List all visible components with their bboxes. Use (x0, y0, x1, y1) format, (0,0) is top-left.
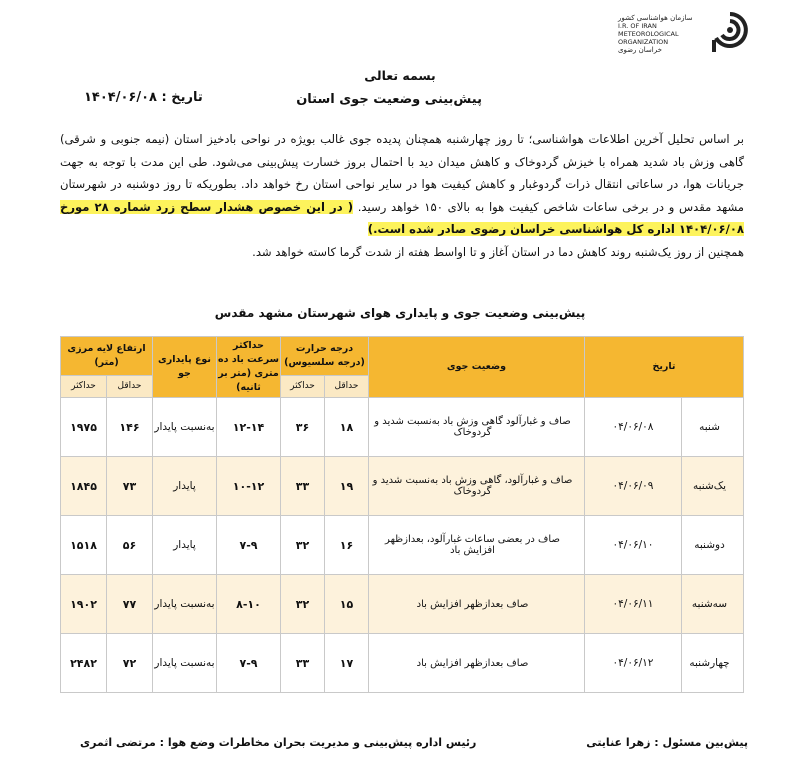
date-cell: ۰۴/۰۶/۰۸ (585, 398, 682, 457)
boundary-max-cell: ۲۴۸۲ (61, 634, 107, 693)
forecaster-signature: پیش‌بین مسئول : زهرا عنایتی (586, 736, 748, 749)
paragraph-2: همچنین از روز یک‌شنبه روند کاهش دما در استان آغاز و تا اواسط هفته از شدت گرما کاسته خواهد شد. (252, 244, 744, 259)
logo-line-5: خراسان رضوی (618, 46, 662, 54)
condition-cell: صاف و غبارآلود، گاهی وزش باد به‌نسبت شدید و گردوخاک (369, 457, 585, 516)
table-title: پیش‌بینی وضعیت جوی و پایداری هوای شهرستان مشهد مقدس (214, 306, 586, 320)
logo-text (618, 14, 710, 54)
header-wind: حداکثر سرعت باد ده متری (متر بر ثانیه) (217, 337, 281, 398)
stability-cell: به‌نسبت پایدار (153, 398, 217, 457)
condition-cell: صاف و غبارآلود گاهی وزش باد به‌نسبت شدید و گردوخاک (369, 398, 585, 457)
day-cell: شنبه (682, 398, 744, 457)
table-row (61, 398, 744, 457)
stability-cell: به‌نسبت پایدار (153, 575, 217, 634)
date-cell: ۰۴/۰۶/۱۰ (585, 516, 682, 575)
boundary-min-cell: ۵۶ (107, 516, 153, 575)
temp-min-cell: ۱۹ (325, 457, 369, 516)
day-cell: یک‌شنبه (682, 457, 744, 516)
condition-cell: صاف بعدازظهر افزایش باد (369, 575, 585, 634)
basmala-heading: بسمه تعالی (364, 68, 436, 83)
table-row (61, 634, 744, 693)
temp-min-cell: ۱۸ (325, 398, 369, 457)
header-stability: نوع پایداری جو (153, 337, 217, 398)
boundary-max-cell: ۱۹۰۲ (61, 575, 107, 634)
header-temp-max: حداکثر (281, 375, 325, 397)
header-date: تاریخ (585, 337, 744, 398)
logo-line-3: METEOROLOGICAL (618, 30, 679, 38)
date-cell: ۰۴/۰۶/۱۱ (585, 575, 682, 634)
temp-max-cell: ۳۳ (281, 634, 325, 693)
wind-cell: ۸-۱۰ (217, 575, 281, 634)
header-boundary-max: حداکثر (61, 375, 107, 397)
stability-cell: به‌نسبت پایدار (153, 634, 217, 693)
wind-cell: ۷-۹ (217, 516, 281, 575)
document-title: پیش‌بینی وضعیت جوی استان (296, 92, 482, 107)
boundary-min-cell: ۷۷ (107, 575, 153, 634)
forecast-text (60, 128, 744, 263)
header-row (61, 337, 744, 376)
day-cell: سه‌شنبه (682, 575, 744, 634)
day-cell: چهارشنبه (682, 634, 744, 693)
paragraph-1-text: بر اساس تحلیل آخرین اطلاعات هواشناسی؛ تا روز چهارشنبه همچنان پدیده جوی غالب بویژه در نواحی بادخیز استان (نیمه جنوبی و شرقی) گاهی وزش باد شدید همراه با خیزش گردوخاک و کاهش میدان دید با احتمال بروز خسارت پیش‌بینی می‌شود. طی این مدت با توجه به جهت جریانات هوا، در ساعاتی انتقال ذرات گردوغبار و کاهش کیفیت هوا در سایر نواحی استان رخ خواهد داد. بطوریکه تا روز دوشنبه در شهرستان مشهد مقدس و در برخی ساعات شاخص کیفیت هوا به بالای ۱۵۰ خواهد رسید. (60, 132, 744, 214)
header-temp-min: حداقل (325, 375, 369, 397)
temp-max-cell: ۳۲ (281, 575, 325, 634)
stability-cell: پایدار (153, 457, 217, 516)
boundary-min-cell: ۱۴۶ (107, 398, 153, 457)
paragraph-1 (60, 128, 744, 241)
table-row (61, 516, 744, 575)
header-boundary-min: حداقل (107, 375, 153, 397)
boundary-min-cell: ۷۳ (107, 457, 153, 516)
header-temperature: درجه حرارت (درجه سلسیوس) (281, 337, 369, 376)
condition-cell: صاف بعدازظهر افزایش باد (369, 634, 585, 693)
organization-logo (618, 10, 758, 58)
forecast-table (60, 336, 744, 693)
table-row (61, 575, 744, 634)
logo-line-4: ORGANIZATION (618, 38, 669, 46)
boundary-max-cell: ۱۸۴۵ (61, 457, 107, 516)
boundary-max-cell: ۱۹۷۵ (61, 398, 107, 457)
wind-cell: ۱۰-۱۲ (217, 457, 281, 516)
wind-cell: ۷-۹ (217, 634, 281, 693)
swirl-logo-icon (710, 10, 750, 54)
department-head-signature: رئیس اداره پیش‌بینی و مدیریت بحران مخاطرات وضع هوا : مرتضی اثمری (80, 736, 477, 749)
logo-line-2: I.R. OF IRAN (618, 22, 657, 30)
temp-max-cell: ۳۲ (281, 516, 325, 575)
stability-cell: پایدار (153, 516, 217, 575)
yellow-alert-highlight: ( در این خصوص هشدار سطح زرد شماره ۲۸ مورخ ۱۴۰۴/۰۶/۰۸ اداره کل هواشناسی خراسان رضوی صادر شده است.) (60, 199, 744, 236)
day-cell: دوشنبه (682, 516, 744, 575)
temp-max-cell: ۳۶ (281, 398, 325, 457)
boundary-max-cell: ۱۵۱۸ (61, 516, 107, 575)
header-condition: وضعیت جوی (369, 337, 585, 398)
date-cell: ۰۴/۰۶/۱۲ (585, 634, 682, 693)
wind-cell: ۱۲-۱۴ (217, 398, 281, 457)
date-cell: ۰۴/۰۶/۰۹ (585, 457, 682, 516)
logo-line-1: سازمان هواشناسی کشور (618, 14, 693, 22)
document-date: تاریخ : ۱۴۰۴/۰۶/۰۸ (84, 90, 203, 105)
condition-cell: صاف در بعضی ساعات غبارآلود، بعدازظهر افزایش باد (369, 516, 585, 575)
temp-min-cell: ۱۷ (325, 634, 369, 693)
temp-min-cell: ۱۵ (325, 575, 369, 634)
temp-max-cell: ۳۳ (281, 457, 325, 516)
header-boundary-layer: ارتفاع لایه مرزی (متر) (61, 337, 153, 376)
table-row (61, 457, 744, 516)
boundary-min-cell: ۷۲ (107, 634, 153, 693)
temp-min-cell: ۱۶ (325, 516, 369, 575)
